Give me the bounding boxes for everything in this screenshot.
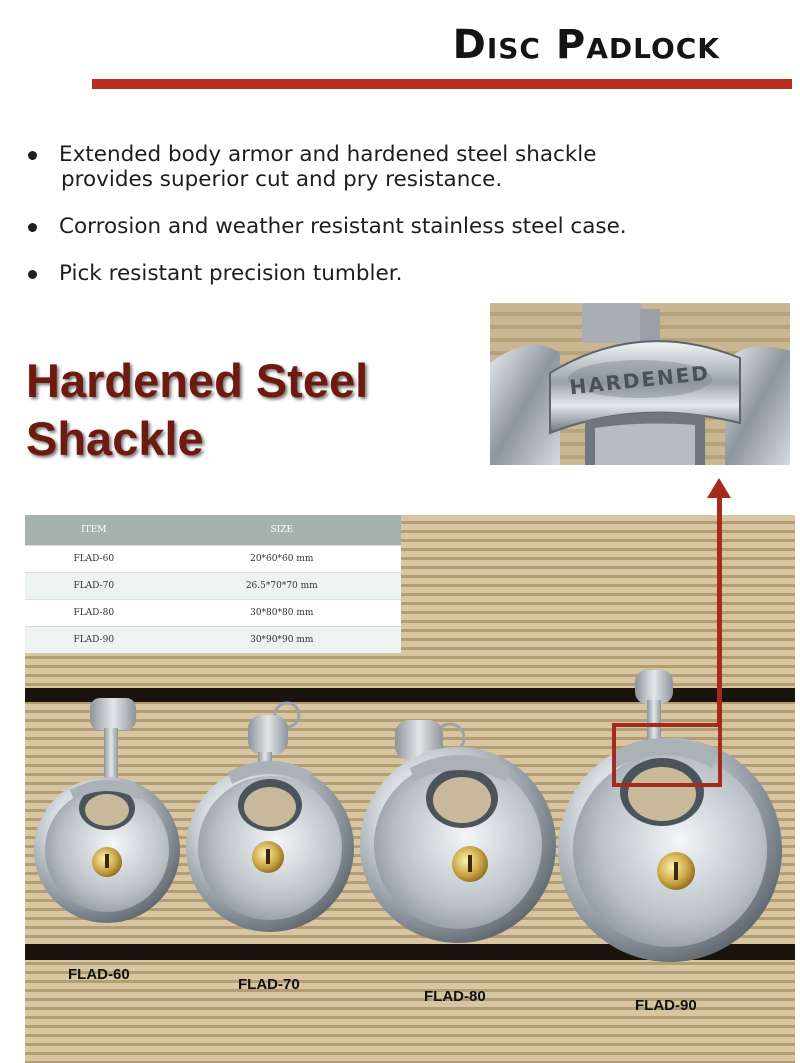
padlock-flad-60 bbox=[34, 698, 180, 923]
size-cell: 20*60*60 mm bbox=[163, 546, 401, 573]
padlock-flad-90 bbox=[558, 670, 782, 962]
feature-text: Pick resistant precision tumbler. bbox=[59, 261, 403, 286]
size-cell: 26.5*70*70 mm bbox=[163, 573, 401, 600]
feature-text: Extended body armor and hardened steel shackle bbox=[59, 142, 597, 167]
page-title: Disc Padlock bbox=[452, 22, 720, 68]
size-cell: 30*80*80 mm bbox=[163, 600, 401, 627]
feature-text-continued: provides superior cut and pry resistance. bbox=[61, 167, 503, 192]
product-label-flad-70: FLAD-70 bbox=[238, 976, 300, 993]
shackle-heading-line1: Hardened Steel bbox=[26, 354, 369, 407]
item-cell: FLAD-70 bbox=[25, 573, 163, 600]
column-header-item: ITEM bbox=[25, 515, 163, 546]
column-header-size: SIZE bbox=[163, 515, 401, 546]
shackle-heading-line2: Shackle bbox=[26, 412, 204, 465]
item-cell: FLAD-60 bbox=[25, 546, 163, 573]
callout-arrow-shaft bbox=[717, 495, 722, 727]
product-label-flad-90: FLAD-90 bbox=[635, 997, 697, 1014]
shackle-highlight-box bbox=[612, 723, 722, 787]
product-label-flad-60: FLAD-60 bbox=[68, 966, 130, 983]
product-label-flad-80: FLAD-80 bbox=[424, 988, 486, 1005]
feature-text: Corrosion and weather resistant stainless steel case. bbox=[59, 214, 627, 239]
shackle-engraving-text: HARDENED bbox=[568, 360, 712, 400]
arrow-up-icon bbox=[707, 478, 731, 498]
item-cell: FLAD-90 bbox=[25, 627, 163, 654]
padlock-flad-70 bbox=[186, 703, 354, 932]
item-cell: FLAD-80 bbox=[25, 600, 163, 627]
padlock-flad-80 bbox=[360, 720, 556, 943]
size-cell: 30*90*90 mm bbox=[163, 627, 401, 654]
